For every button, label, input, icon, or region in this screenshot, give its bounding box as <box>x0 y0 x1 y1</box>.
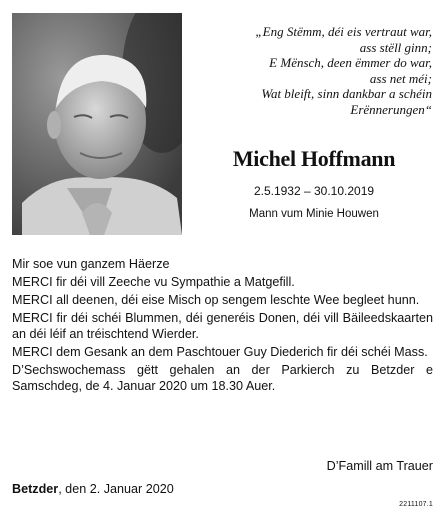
portrait-icon <box>12 13 182 235</box>
paragraph: D’Sechswochemass gëtt gehalen an der Parkierch zu Betzder e Samschdeg, de 4. Januar 2020 um 18.30 Auer. <box>12 363 433 393</box>
quote-line: „Eng Stëmm, déi eis vertraut war, <box>255 24 432 39</box>
reference-code: 2211107.1 <box>399 501 433 508</box>
paragraph: Mir soe vun ganzem Häerze <box>12 257 170 271</box>
quote-line: ass stëll ginn; <box>359 39 432 55</box>
quote-line: Wat bleift, sinn dankbar a schéin <box>261 86 432 101</box>
paragraph: MERCI fir déi vill Zeeche vu Sympathie a Matgefill. <box>12 275 295 289</box>
date: , den 2. Januar 2020 <box>58 482 174 496</box>
thank-you-text <box>12 256 433 396</box>
relation-subtitle: Mann vum Minie Houwen <box>249 208 379 220</box>
place: Betzder <box>12 482 59 496</box>
deceased-name: Michel Hoffmann <box>232 146 396 171</box>
memorial-quote <box>196 24 432 117</box>
quote-line: E Mënsch, deen ëmmer do war, <box>269 55 432 70</box>
paragraph: MERCI fir déi schéi Blummen, déi generéis Donen, déi vill Bäileedskaarten an déi léif an tréischtend Wierder. <box>12 311 433 341</box>
quote-line: Erënnerungen“ <box>350 101 432 117</box>
place-and-date <box>12 482 174 496</box>
family-signature: D’Famill am Trauer <box>326 459 433 473</box>
portrait-photo <box>12 13 182 235</box>
life-dates: 2.5.1932 – 30.10.2019 <box>253 184 375 198</box>
paragraph: MERCI dem Gesank an dem Paschtouer Guy Diederich fir déi schéi Mass. <box>12 345 428 359</box>
quote-line: ass net méi; <box>369 70 432 86</box>
paragraph: MERCI all deenen, déi eise Misch op sengem leschte Wee begleet hunn. <box>12 293 420 307</box>
